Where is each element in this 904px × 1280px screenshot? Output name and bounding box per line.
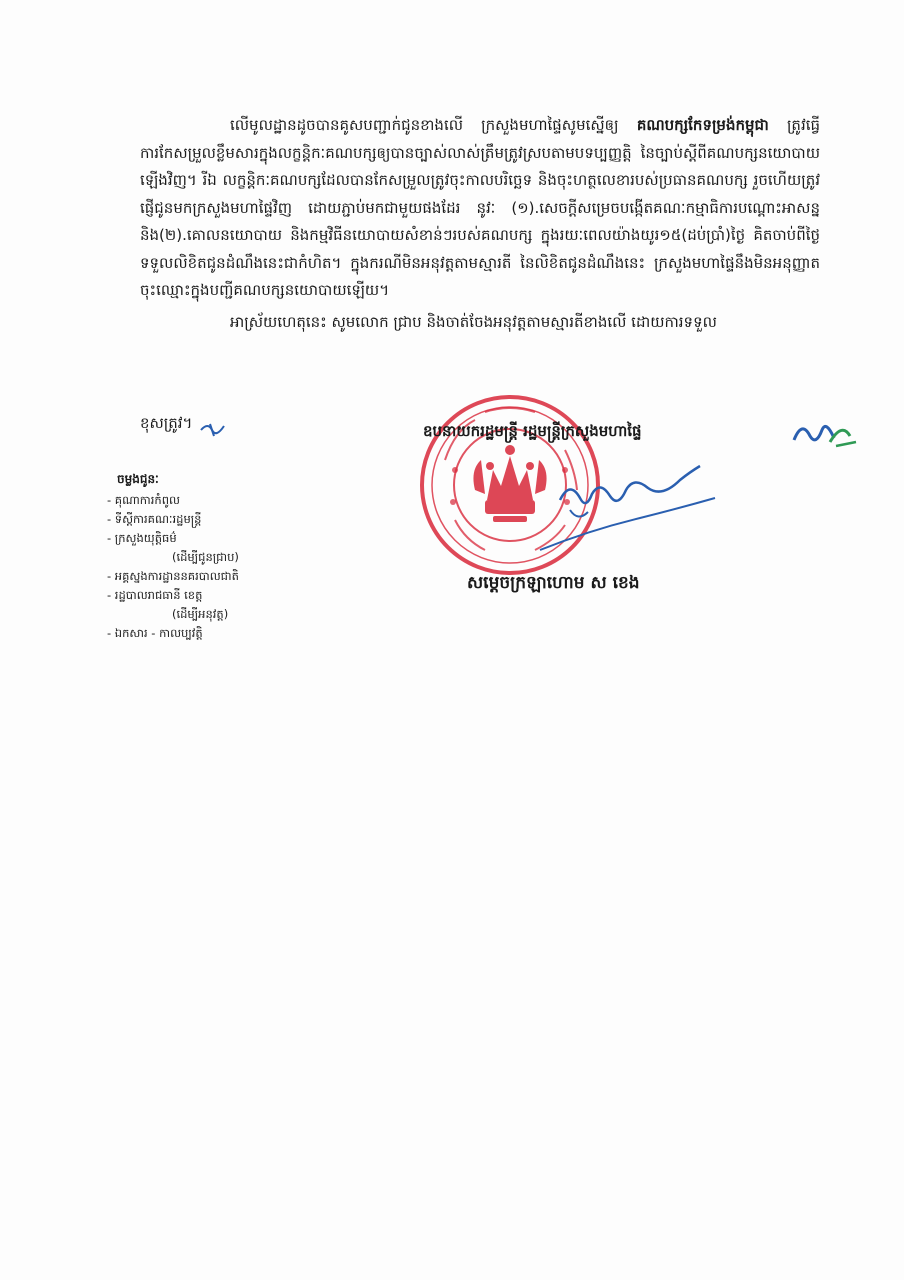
cc-sub-note: (ដើម្បីជូនជ្រាប) <box>172 550 239 564</box>
closing-line: ខុសត្រូវ។ <box>140 414 193 432</box>
paragraph-1-rest: ត្រូវធ្វើការកែសម្រួលខ្លឹមសារក្នុងលក្ខន្តិកៈគណបក្សឲ្យបានច្បាស់លាស់ត្រឹមត្រូវស្របតាមបទប្បញ្ញត្តិ នៃច្បាប់ស្តីពីគណបក្សនយោបាយឡើងវិញ។ រីឯ លក្ខន្តិកៈគណបក្សដែលបានកែសម្រួលត្រូវចុះកាលបរិច្ឆេទ និងចុះហត្ថលេខារបស់ប្រធានគណបក្ស រួចហើយត្រូវផ្ញើជូនមកក្រសួងមហាផ្ទៃវិញ ដោយភ្ជាប់មកជាមួយផងដែរ នូវៈ (១).សេចក្តីសម្រេចបង្កើតគណៈកម្មាធិការបណ្តោះអាសន្ន និង(២).គោលនយោបាយ និងកម្មវិធីនយោបាយសំខាន់ៗរបស់គណបក្ស ក្នុងរយៈពេលយ៉ាងយូរ១៥(ដប់ប្រាំ)ថ្ងៃ គិតចាប់ពីថ្ងៃទទួលលិខិតជូនដំណឹងនេះជាកំហិត។ ក្នុងករណីមិនអនុវត្តតាមស្មារតី នៃលិខិតជូនដំណឹងនេះ ក្រសួងមហាផ្ទៃនឹងមិនអនុញ្ញាតចុះឈ្មោះក្នុងបញ្ជីគណបក្សនយោបាយឡើយ។ <box>140 116 820 299</box>
party-name: គណបក្សកែទម្រង់កម្ពុជា <box>636 116 769 134</box>
cc-item: - ទីស្តីការគណៈរដ្ឋមន្ត្រី <box>107 512 202 526</box>
cc-list <box>107 470 239 643</box>
cc-item: - ឯកសារ - កាលប្បវត្តិ <box>107 626 203 640</box>
cc-item: - គុណាការកំពូល <box>107 493 180 507</box>
letter-body <box>140 112 820 336</box>
handwritten-mark <box>198 418 228 440</box>
signatory-name: សម្តេចក្រឡាហោម ស ខេង <box>467 573 640 593</box>
signatory-title: ឧបនាយករដ្ឋមន្ត្រី រដ្ឋមន្ត្រីក្រសួងមហាផ្ទៃ <box>423 422 642 440</box>
paragraph-1 <box>140 112 820 305</box>
signature <box>530 460 720 560</box>
cc-sub-note: (ដើម្បីអនុវត្ត) <box>172 607 229 621</box>
initials-mark <box>790 412 860 452</box>
paragraph-1-lead: លើមូលដ្ឋានដូចបានគូសបញ្ជាក់ជូនខាងលើ ក្រសួងមហាផ្ទៃសូមស្នើឲ្យ <box>230 116 637 134</box>
paragraph-2: អាស្រ័យហេតុនេះ សូមលោក ជ្រាប និងចាត់ចែងអនុវត្តតាមស្មារតីខាងលើ ដោយការទទួល <box>230 312 717 331</box>
cc-item: - រដ្ឋបាលរាជធានី ខេត្ត <box>107 588 203 602</box>
cc-item: - ក្រសួងយុត្តិធម៌ <box>107 531 177 545</box>
cc-title: ចម្លងជូនៈ <box>117 472 159 486</box>
cc-item: - អគ្គស្នងការដ្ឋាននគរបាលជាតិ <box>107 569 239 583</box>
